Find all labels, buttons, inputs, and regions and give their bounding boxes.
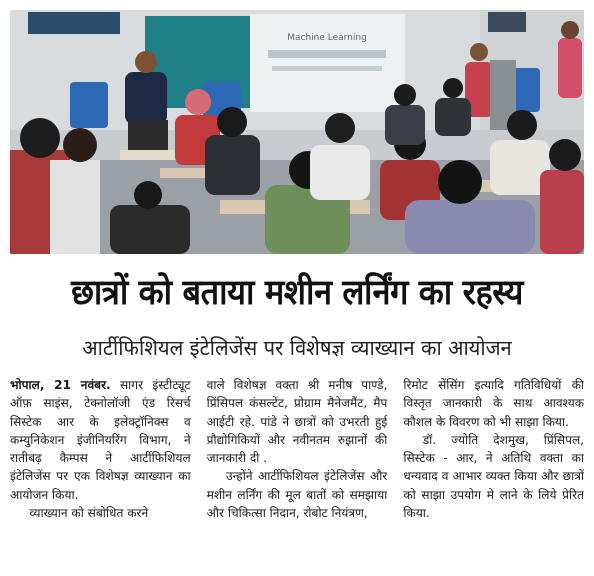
- column-1-paragraph-1: [10, 376, 191, 504]
- column-2-paragraph-2: उन्होंने आर्टीफिशियल इंटेलिजेंस और मशीन लर्निंग की मूल बातों को समझाया और चिकित्सा निदान, रोबोट नियंत्रण,: [206, 469, 388, 521]
- column-3: [403, 376, 584, 572]
- column-2-paragraph-1: वाले विशेषज्ञ वक्ता श्री मनीष पाण्डे, प्रिंसिपल कंसल्टेंट, प्रोग्राम मैनेजमैंट, मैप आईटी रहे. पांडे ने छात्रों को उभरती हुई प्रौद्योगिकियों और नवीनतम रुझानों की जानकारी दी .: [206, 378, 388, 466]
- column-1: [10, 376, 191, 572]
- column-3-paragraph-1: रिमोट सेंसिंग इत्यादि गतिविधियों की विस्तृत जानकारी के साथ आवश्यक कौशल के विवरण को भी साझा किया.: [403, 378, 585, 429]
- projection-screen: [250, 14, 405, 112]
- screen-text: Machine Learning: [287, 33, 367, 43]
- column-1-paragraph-2: व्याख्यान को संबोधित करने: [29, 506, 149, 521]
- subheadline: आर्टीफिशियल इंटेलिजेंस पर विशेषज्ञ व्याख्यान का आयोजन: [82, 336, 512, 360]
- article-body: [10, 376, 584, 572]
- dateline: भोपाल, 21 नवंबर.: [10, 378, 111, 392]
- event-photo: [10, 10, 584, 254]
- column-3-paragraph-2: डॉ. ज्योति देशमुख, प्रिंसिपल, सिस्टेक - आर, ने अतिथि वक्ता का धन्यवाद व आभार व्यक्त किया और छात्रों को साझा उपयोग मे लाने के लिये प्रेरित किया.: [403, 432, 585, 521]
- lecture-hall-illustration: [10, 10, 584, 254]
- column-2: [207, 376, 388, 572]
- headline: छात्रों को बताया मशीन लर्निंग का रहस्य: [71, 273, 523, 313]
- column-1-text-1: सागर इंस्टीट्यूट ऑफ़ साइंस, टेक्नोलॉजी एंड रिसर्च सिस्टेक आर के इलेक्ट्रॉनिक्स व कम्युनिकेशन इंजीनियरिंग विभाग, ने रातीबढ़ कैम्पस ने आर्टीफिशियल इंटेलिजेंस पर एक विशेषज्ञ व्याख्यान का आयोजन किया.: [10, 378, 191, 502]
